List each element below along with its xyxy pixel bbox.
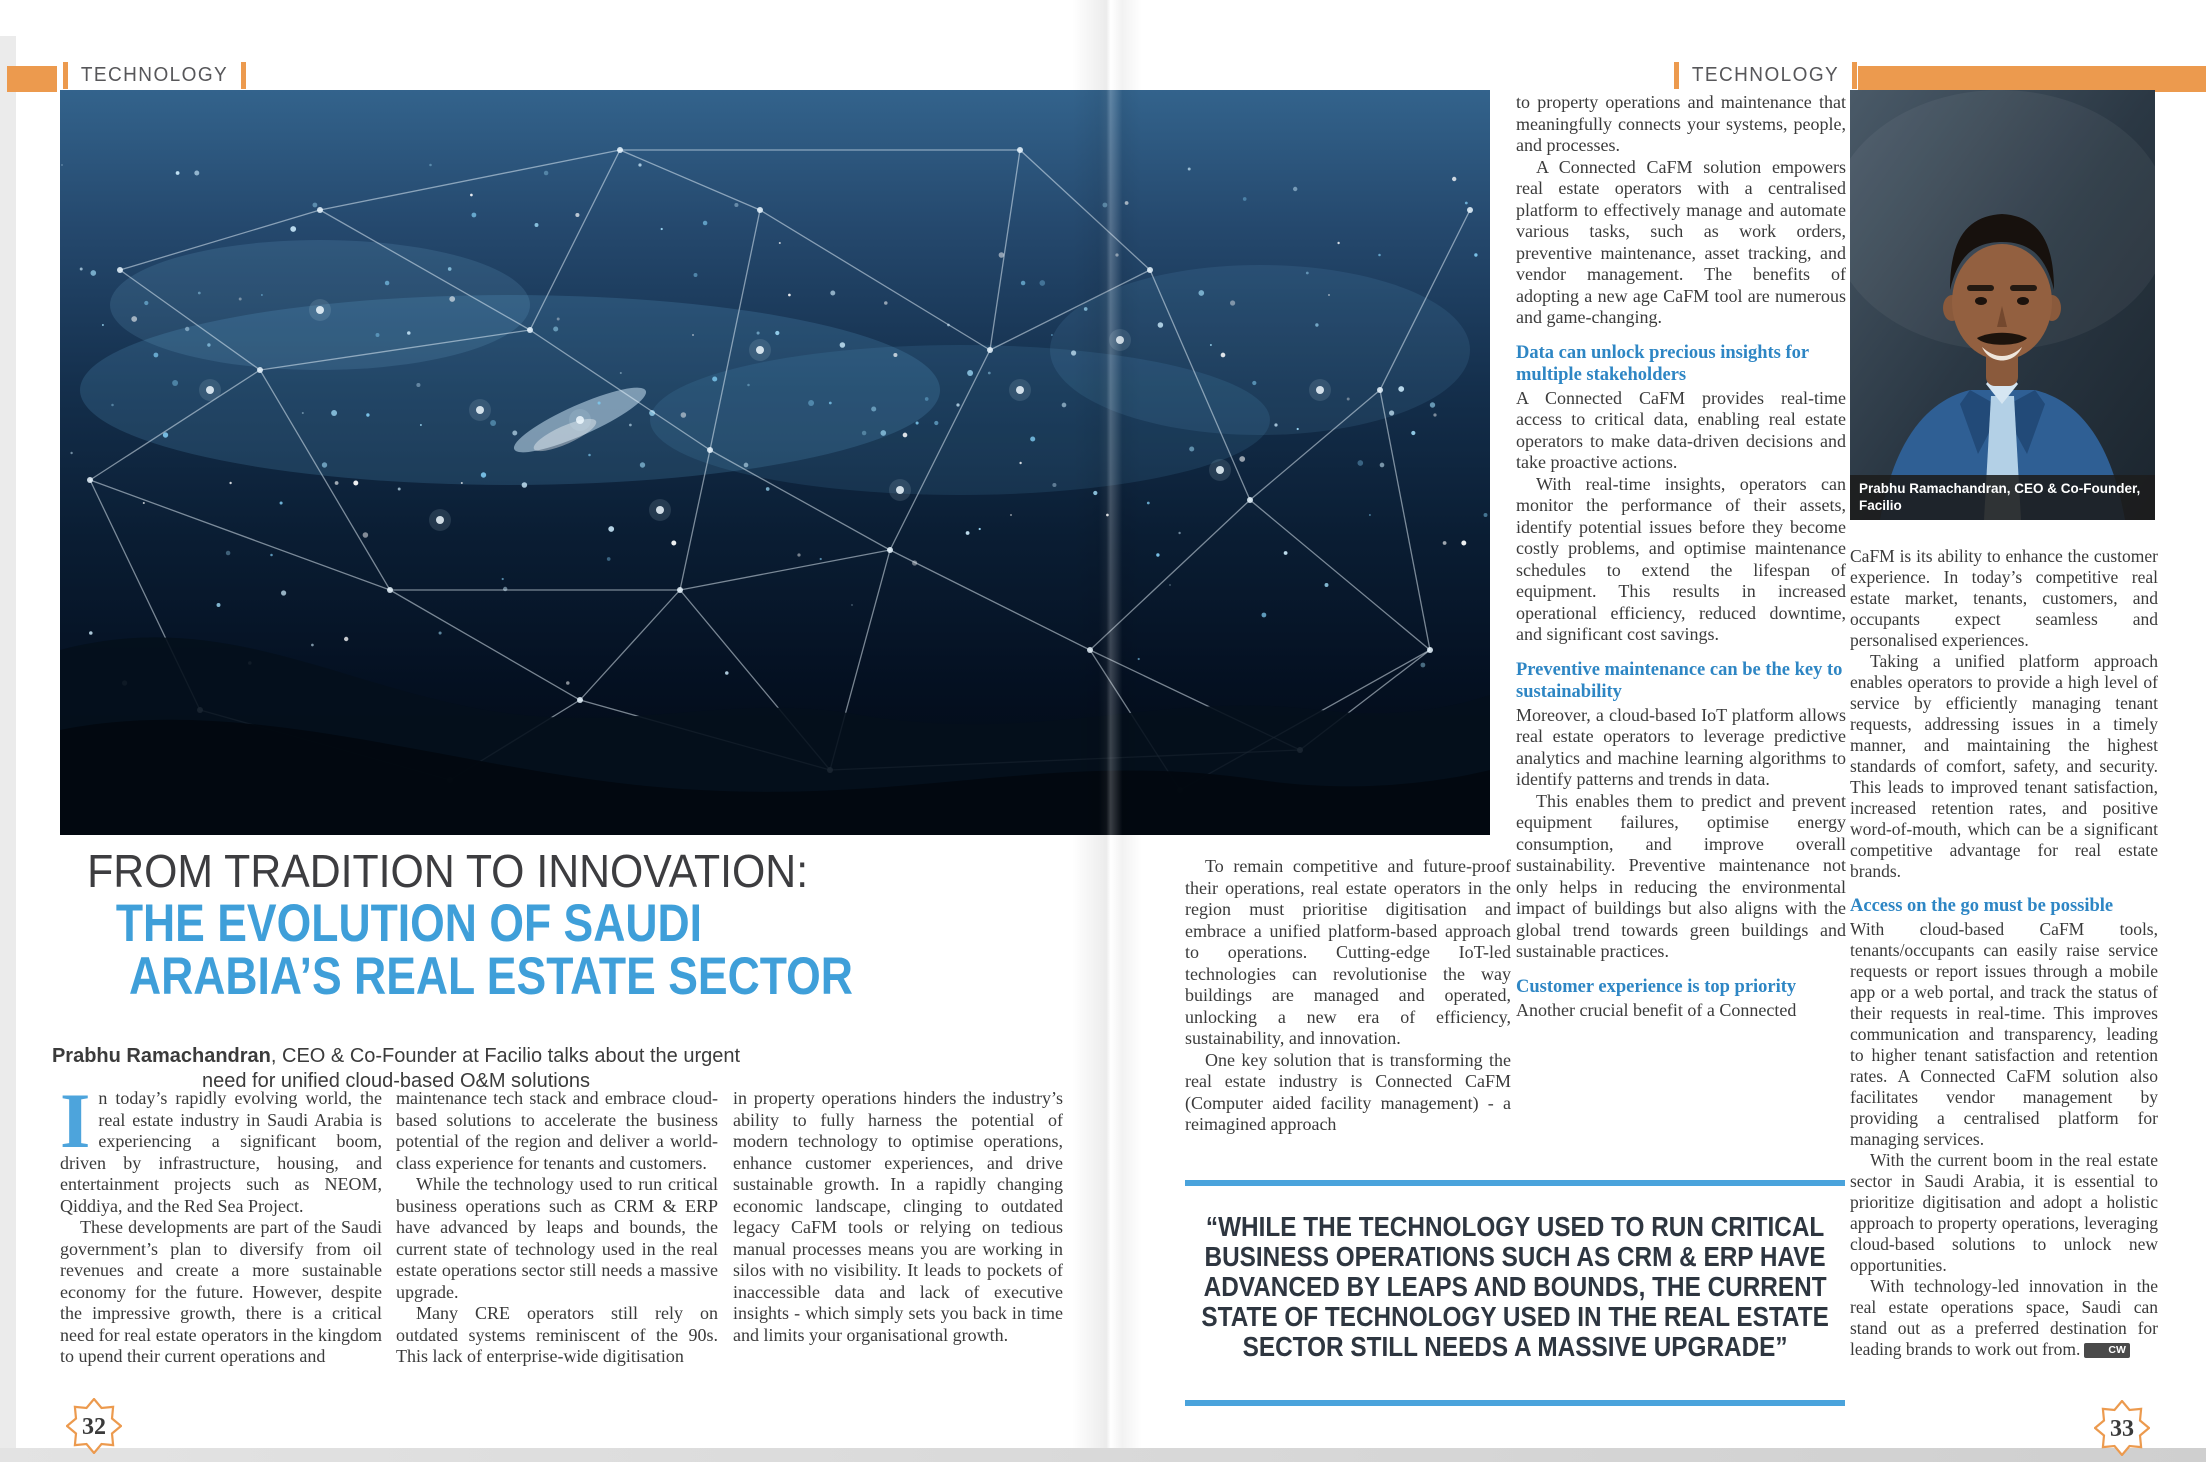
photo-caption — [1850, 475, 2155, 520]
paragraph: This enables them to predict and prevent equipment failures, optimise energy consumption, and improve overall sustainability. Preventive maintenance not only helps in reducing the environmental impact of buildings but also aligns with the global trend towards green buildings and sustainable practices. — [1516, 790, 1846, 961]
paragraph: One key solution that is transforming the real estate industry is Connected CaFM (Computer aided facility management) - a reimagined approach — [1185, 1049, 1511, 1134]
paragraph: CaFM is its ability to enhance the customer experience. In today’s competitive real estate market, tenants, customers, and occupants expect seamless and personalised experiences. — [1850, 546, 2158, 650]
paragraph: A Connected CaFM provides real-time access to critical data, enabling real estate operators to make data-driven decisions and take proactive actions. — [1516, 387, 1846, 472]
text-column-6 — [1850, 546, 2158, 1360]
page-number-badge-right — [2094, 1400, 2150, 1456]
paragraph-text: n today’s rapidly evolving world, the real estate industry in Saudi Arabia is experiencing a significant boom, driven by infrastructure, housing, and entertainment projects such as NEOM, Qiddiya, and the Red Sea Project. — [60, 1088, 382, 1216]
section-label: TECHNOLOGY — [80, 64, 229, 86]
byline-author: Prabhu Ramachandran — [51, 1045, 271, 1067]
page-edge-left — [0, 36, 16, 1448]
text-column-5 — [1516, 92, 1846, 1021]
paragraph — [1850, 1276, 2158, 1360]
section-tag-right — [1674, 62, 1857, 89]
byline-description: , CEO & Co-Founder at Facilio talks about the urgent need for unified cloud-based O&M solutions — [201, 1045, 741, 1092]
paragraph-text: With technology-led innovation in the real estate operations space, Saudi can stand out as a preferred destination for leading brands to work out from. — [1850, 1276, 2158, 1359]
paragraph: to property operations and maintenance that meaningfully connects your systems, people, and processes. — [1516, 92, 1846, 155]
subheading: Data can unlock precious insights for multiple stakeholders — [1516, 342, 1809, 385]
subheading: Preventive maintenance can be the key to sustainability — [1516, 659, 1843, 702]
title-line-2: ARABIA’S REAL ESTATE SECTOR — [128, 947, 853, 1006]
paragraph: Another crucial benefit of a Connected — [1516, 999, 1797, 1020]
paragraph: Many CRE operators still rely on outdated systems reminiscent of the 90s. This lack of enterprise-wide digitisation — [396, 1303, 718, 1366]
pull-quote-text: “WHILE THE TECHNOLOGY USED TO RUN CRITICAL BUSINESS OPERATIONS SUCH AS CRM & ERP HAVE ADVANCED BY LEAPS AND BOUNDS, THE CURRENT STATE OF TECHNOLOGY USED IN THE REAL ESTATE SECTOR STILL NEEDS A MASSIVE UPGRADE” — [1201, 1211, 1829, 1362]
subheading: Access on the go must be possible — [1850, 896, 2114, 916]
paragraph: With real-time insights, operators can monitor the performance of their assets, identify potential issues before they become costly problems, and optimise maintenance schedules to extend the lifespan of equipment. This results in increased operational efficiency, reduced downtime, and significant cost savings. — [1516, 473, 1846, 644]
drop-cap: I — [60, 1077, 91, 1164]
paragraph: With the current boom in the real estate sector in Saudi Arabia, it is essential to prioritize digitisation and adopt a holistic approach to property operations, leveraging cloud-based solutions to unlock new opportunities. — [1850, 1150, 2158, 1275]
paragraph: Moreover, a cloud-based IoT platform allows real estate operators to leverage predictive analytics and machine learning algorithms to identify patterns and trends in data. — [1516, 704, 1846, 789]
paragraph — [60, 1077, 382, 1217]
text-column-2 — [396, 1088, 718, 1368]
tag-bar-icon — [1674, 62, 1679, 89]
paragraph: maintenance tech stack and embrace cloud-based solutions to accelerate the business potential of the region and deliver a world-class experience for tenants and customers. — [396, 1088, 718, 1173]
byline — [40, 1044, 752, 1094]
photo-caption-line1: Prabhu Ramachandran, CEO & Co-Founder, — [1859, 481, 2141, 496]
paragraph: These developments are part of the Saudi government’s plan to diversify from oil revenues and create a more sustainable economy for the future. However, despite the impressive growth, there is a critical need for real estate operators in the kingdom to upend their current operations and — [60, 1217, 382, 1366]
header-accent-block-left — [7, 66, 57, 92]
pull-quote — [1185, 1180, 1845, 1406]
text-column-3 — [733, 1088, 1063, 1346]
paragraph: in property operations hinders the industry’s ability to fully harness the potential of modern technology to optimise operations, enhance customer experiences, and drive sustainable growth. In a rapidly changing economic landscape, clinging to outdated legacy CaFM tools or relying on tedious manual processes means you are working in silos with no visibility. It leads to pockets of inaccessible data and lack of executive insights - which simply sets you back in time and limits your organisational growth. — [733, 1088, 1063, 1345]
end-of-article-mark: CW — [2084, 1343, 2130, 1358]
paragraph: While the technology used to run critical business operations such as CRM & ERP have advanced by leaps and bounds, the current state of technology used in the real estate operations sector still needs a massive upgrade. — [396, 1174, 718, 1302]
header-accent-block-right — [1858, 66, 2206, 92]
section-label: TECHNOLOGY — [1691, 64, 1840, 86]
tag-bar-icon — [63, 62, 68, 89]
page-number: 32 — [82, 1414, 106, 1440]
text-column-4 — [1185, 856, 1511, 1136]
city-network-illustration — [60, 90, 1490, 835]
paragraph: To remain competitive and future-proof their operations, real estate operators in the region must prioritise digitisation and embrace a unified platform-based approach to operations. Cutting-edge IoT-led technologies can revolutionise the way buildings are managed and operated, unlocking a new era of efficiency, sustainability, and innovation. — [1185, 856, 1511, 1048]
page-edge-bottom — [0, 1448, 2206, 1462]
article-title-block — [60, 845, 853, 1006]
paragraph: With cloud-based CaFM tools, tenants/occupants can easily raise service requests or report issues through a mobile app or a web portal, and track the status of their requests in real-time. This improves communication and transparency, leading to higher tenant satisfaction and retention rates. A Connected CaFM solution also facilitates vendor management by providing a centralised platform for managing services. — [1850, 919, 2158, 1149]
photo-caption-line2: Facilio — [1859, 498, 1902, 513]
title-kicker: FROM TRADITION TO INNOVATION: — [87, 845, 809, 897]
hero-cityscape-image — [60, 90, 1490, 835]
portrait-illustration — [1850, 90, 2155, 520]
paragraph: A Connected CaFM solution empowers real estate operators with a centralised platform to effectively manage and automate various tasks, such as work orders, preventive maintenance, asset tracking, and vendor management. The benefits of adopting a new age CaFM tool are numerous and game-changing. — [1516, 156, 1846, 327]
title-line-1: THE EVOLUTION OF SAUDI — [115, 894, 703, 953]
portrait-photo — [1850, 90, 2155, 520]
paragraph: Taking a unified platform approach enables operators to provide a high level of service by efficiently managing tenant requests, addressing issues in a timely manner, and maintaining the highest standards of comfort, safety, and security. This leads to improved tenant satisfaction, increased retention rates, and positive word-of-mouth, which can be a significant competitive advantage for real estate brands. — [1850, 651, 2158, 881]
page-number: 33 — [2110, 1416, 2134, 1442]
text-column-1 — [60, 1077, 382, 1368]
tag-bar-icon — [241, 62, 246, 89]
section-tag-left — [63, 62, 246, 89]
page-number-badge-left — [66, 1398, 122, 1454]
subheading: Customer experience is top priority — [1516, 976, 1797, 997]
tag-bar-icon — [1852, 62, 1857, 89]
